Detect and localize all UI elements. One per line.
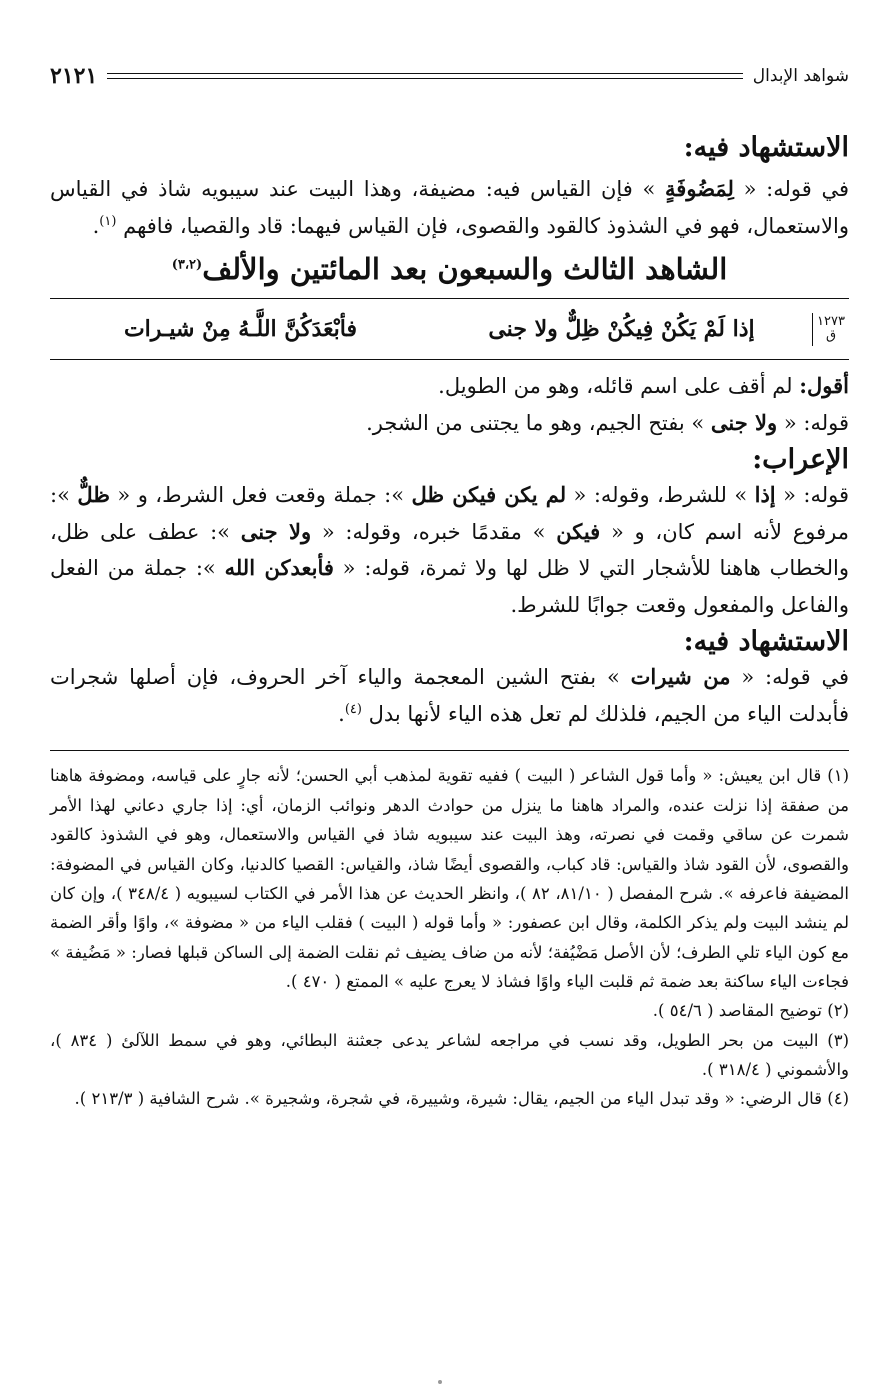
- verse-first-hemistich: إذا لَمْ يَكُنْ فِيكُنْ ظِلٌّ ولا جنى: [488, 316, 755, 343]
- shahid-title: الشاهد الثالث والسبعون بعد المائتين والألف$^{(٣،٢)}$: [171, 251, 728, 286]
- footnote-1: (١) قال ابن يعيش: « وأما قول الشاعر ( البيت ) ففيه تقوية لمذهب أبي الحسن؛ لأنه جارٍ على قياسه، ومضوفة هاهنا من صفقة إذا نزلت عنده، والمراد هاهنا ما ينزل من حوادث الدهر ونوائب الزمان، أي: إذا جاري دعاني لهذا الأمر شمرت عن ساقي وقمت في نصرته، وهذ البيت عند سيبويه شاذ في القياس والاستعمال، وهو في الشذوذ كالقود والقصوى، لأن القود شاذ والقياس: قاد كباب، والقصوى أيضًا شاذ، والقياس: القصيا كالدنيا، وكان القياس في المضوفة: المضيفة فاعرفه ». شرح المفصل ( ٨١/١٠، ٨٢ )، وانظر الحديث عن هذا الأمر في الكتاب لسيبويه ( ٣٤٨/٤ )، وإن كان لم ينشد البيت ولم يذكر الكلمة، وقال ابن عصفور: « وأما قوله ( البيت ) فقلب الياء من « مضوفة »، واوًا وأقر الضمة مع كون الياء تلي الطرف؛ لأن الأصل مَضْيُفة؛ لأنه من ضاف يضيف ثم نقلت الضمة إلى الساكن قبلها فصار: « مَضُيفة » فجاءت الياء ساكنة بعد ضمة ثم قلبت الياء واوًا فشاذ لا يعرج عليه » الممتع ( ٤٧٠ ).: [50, 766, 850, 991]
- footnote-3: (٣) البيت من بحر الطويل، وقد نسب في مراجعه لشاعر يدعى جعثنة البطائي، وهو في سمط اللآلئ ( ٨٣٤ )، والأشموني ( ٣١٨/٤ ).: [50, 1030, 849, 1080]
- istishhad-heading-1: الاستشهاد فيه:: [683, 132, 849, 163]
- quoted-word: لِمَضُوفَةٍ: [665, 176, 734, 202]
- book-page: [50, 58, 849, 1114]
- running-header: [50, 58, 849, 94]
- running-title: شواهد الإبدال: [752, 66, 849, 86]
- footnote-ref: (٤): [344, 701, 362, 717]
- irab-paragraph: قوله: « إذا » للشرط، وقوله: « لم يكن فيكن ظل »: جملة وقعت فعل الشرط، و « ظلٌّ »: مرفوع لأنه اسم كان، و « فيكن » مقدمًا خبره، وقوله: « ولا جنى »: عطف على ظل، والخطاب هاهنا للأشجار التي لا ظل لها ولا ثمرة، قوله: « فأبعدكن الله »: جملة من الفعل والفاعل والمفعول وقعت جوابًا للشرط.: [50, 481, 849, 618]
- page-number: ٢١٢١: [50, 63, 98, 89]
- irab-heading: الإعراب:: [752, 443, 849, 475]
- shahid-footnote-refs: (٣،٢): [171, 256, 203, 272]
- verse-second-hemistich: فأبْعَدَكُنَّ اللَّـهُ مِنْ شيـرات: [123, 316, 358, 343]
- verse-number: ١٢٧٣ ق: [812, 313, 849, 346]
- verse-box: [50, 298, 849, 360]
- header-rule: [107, 73, 743, 79]
- intro-line-1: أقول: لم أقف على اسم قائله، وهو من الطويل.: [438, 373, 849, 399]
- footnote-2: (٢) توضيح المقاصد ( ٥٤/٦ ).: [652, 1001, 849, 1021]
- intro-line-2: قوله: « ولا جنى » بفتح الجيم، وهو ما يجتنى من الشجر.: [366, 410, 849, 436]
- istishhad-heading-2: الاستشهاد فيه:: [683, 625, 849, 657]
- footnote-ref: (١): [99, 213, 117, 229]
- istishhad-paragraph-1: في قوله: « لِمَضُوفَةٍ » فإن القياس فيه: مضيفة، وهذا البيت عند سيبويه شاذ في القياس والاستعمال، فهو في الشذوذ كالقود والقصوى، فإن القياس فيهما: قاد والقصيا، فافهم $^{(١)}$.: [50, 176, 849, 238]
- footnote-4: (٤) قال الرضي: « وقد تبدل الياء من الجيم، يقال: شيرة، وشييرة، في شجرة، وشجيرة ». شرح الشافية ( ٢١٣/٣ ).: [74, 1089, 849, 1109]
- scan-speck: [438, 1380, 442, 1384]
- istishhad-paragraph-2: في قوله: « من شيرات » بفتح الشين المعجمة والياء آخر الحروف، فإن أصلها شجرات فأبدلت الياء من الجيم، فلذلك لم تعل هذه الياء لأنها بدل $^{(٤)}$.: [50, 663, 849, 726]
- footnote-divider: [50, 750, 849, 751]
